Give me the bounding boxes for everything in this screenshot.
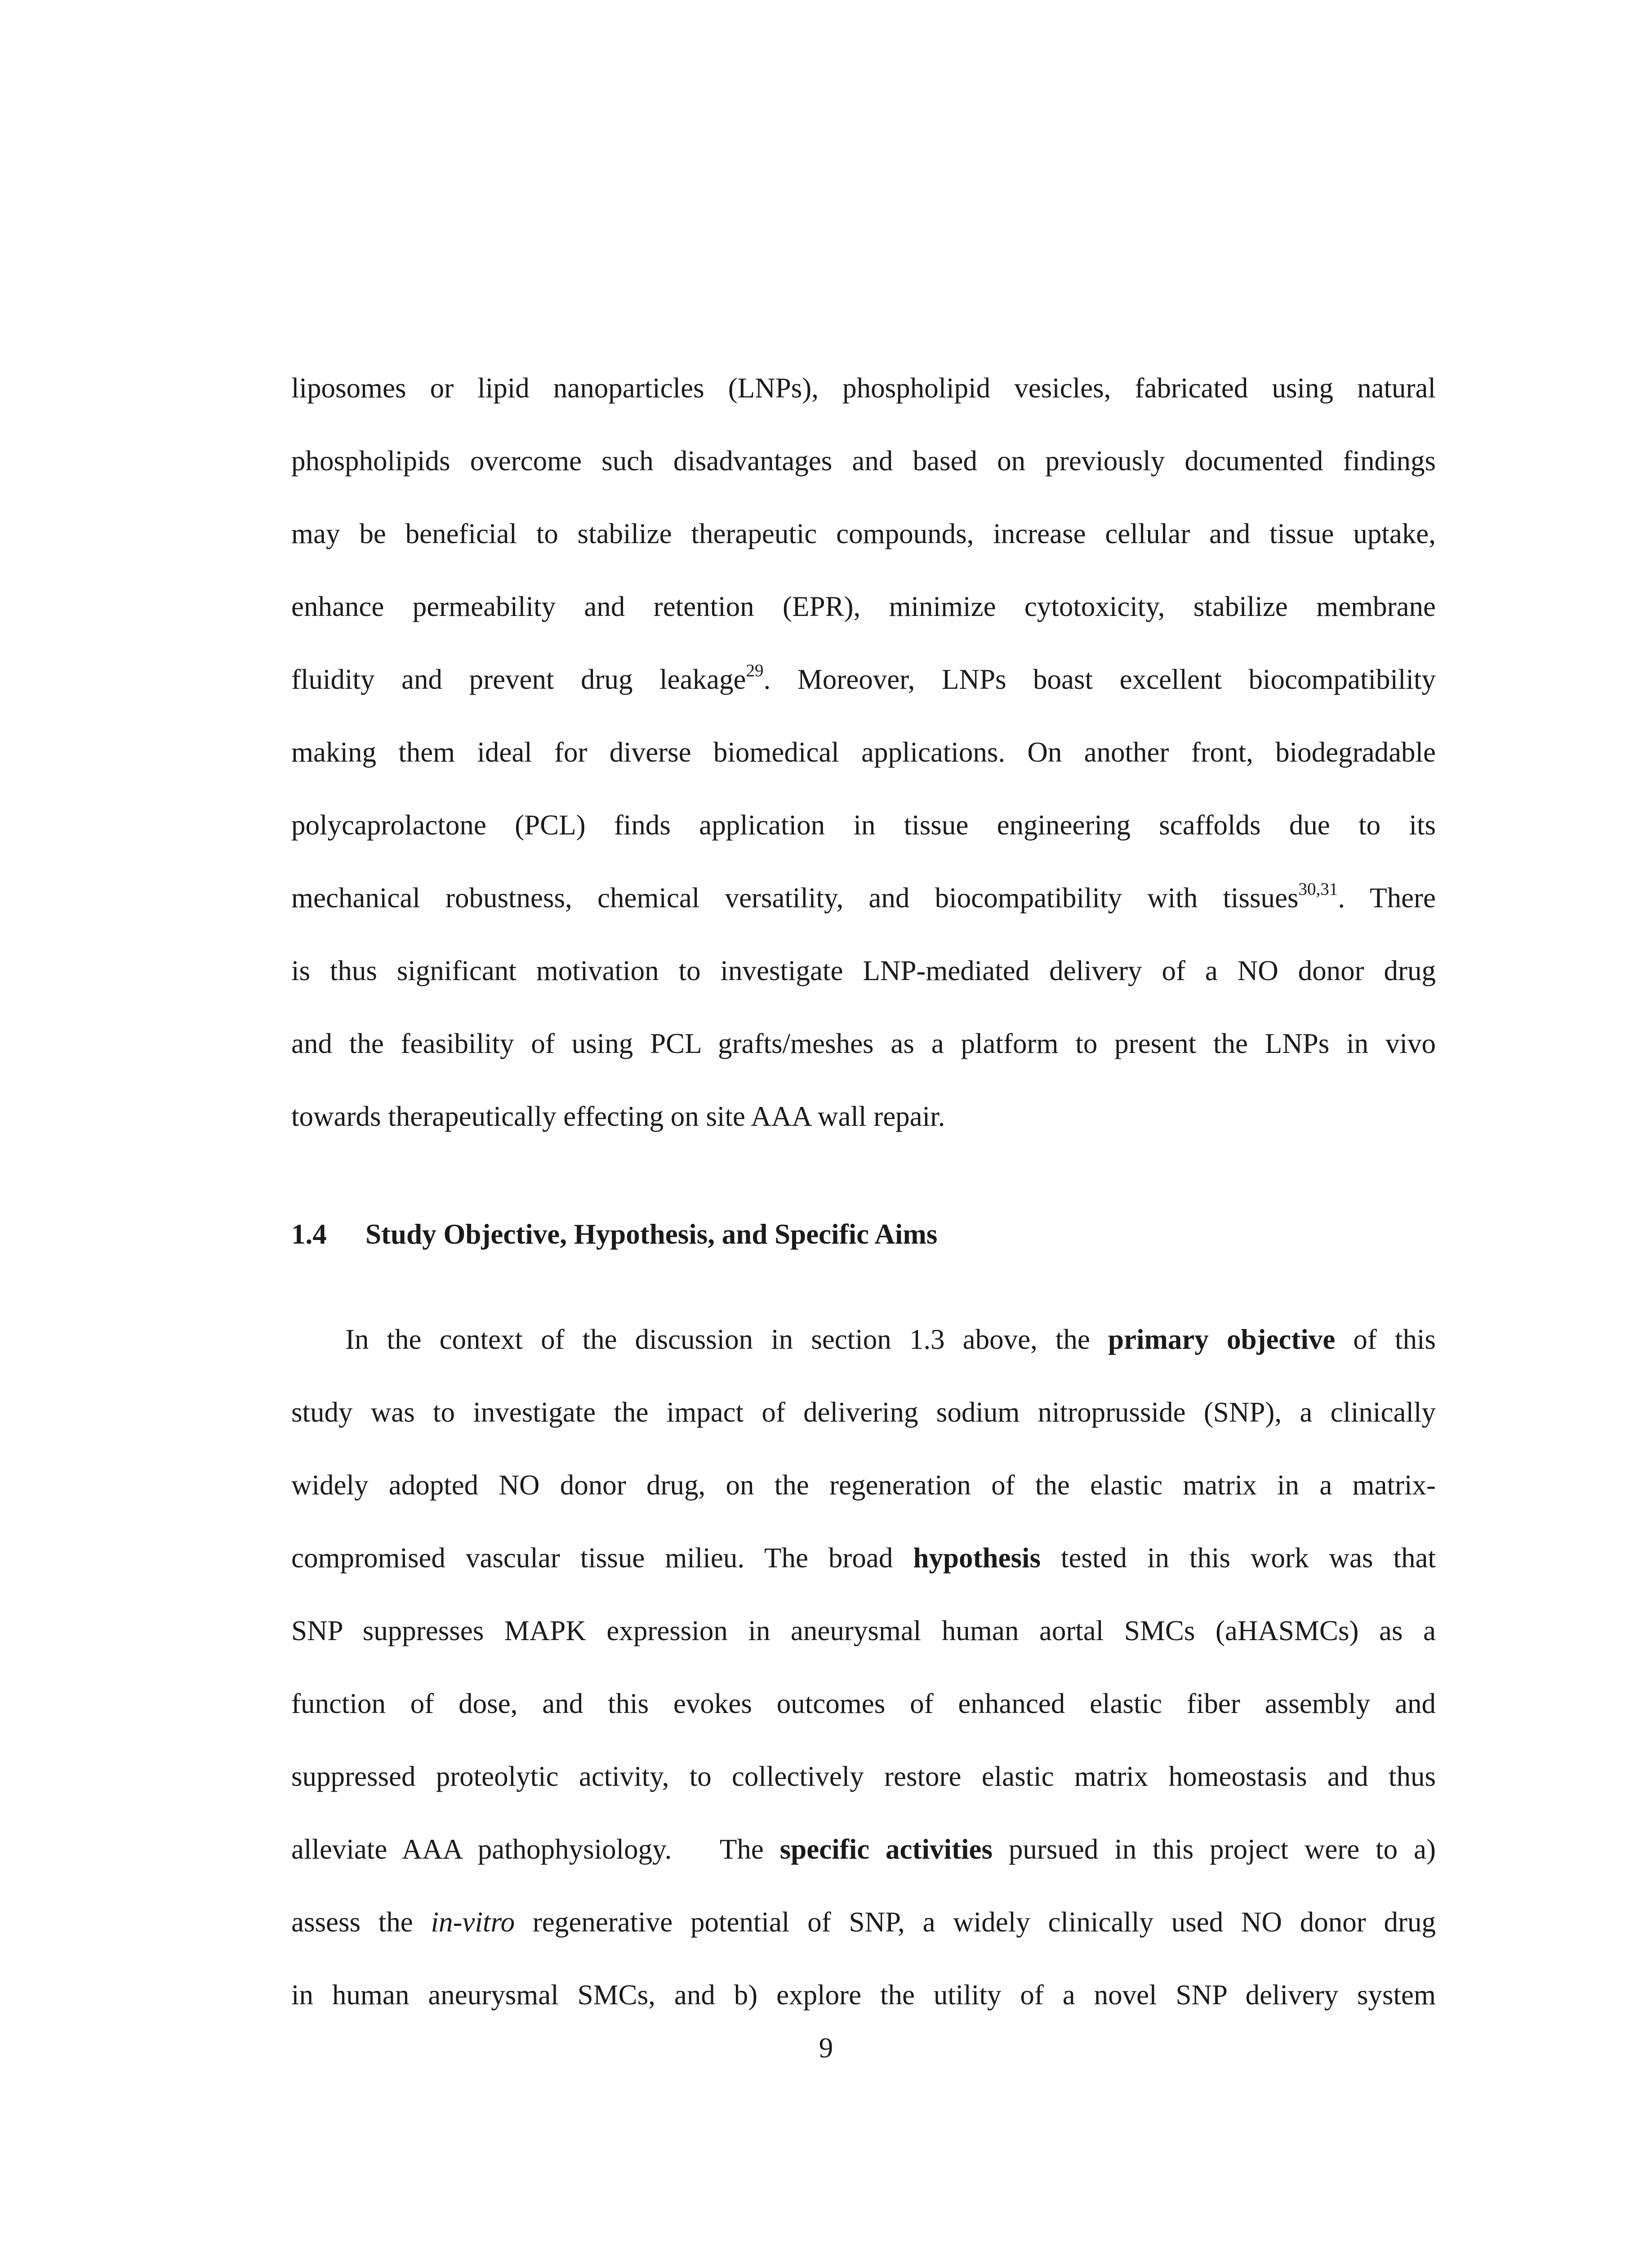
text-line: SNP suppresses MAPK expression in aneurysmal human aortal SMCs (aHASMCs) as a	[291, 1615, 1436, 1646]
section-heading	[291, 1218, 937, 1250]
bold-term: primary objective	[1108, 1324, 1336, 1355]
text-line: study was to investigate the impact of delivering sodium nitroprusside (SNP), a clinically	[291, 1396, 1436, 1428]
text-line: mechanical robustness, chemical versatility, and biocompatibility with tissues$^{30,31}$. There	[291, 879, 1436, 914]
section-title: Study Objective, Hypothesis, and Specific Aims	[365, 1218, 938, 1250]
text-line: alleviate AAA pathophysiology. The specific activities pursued in this project were to a)	[291, 1833, 1436, 1865]
text-line: in human aneurysmal SMCs, and b) explore the utility of a novel SNP delivery system	[291, 1979, 1436, 2011]
bold-term: specific activities	[779, 1833, 993, 1865]
text-line: widely adopted NO donor drug, on the regeneration of the elastic matrix in a matrix-	[291, 1469, 1436, 1501]
text-line: assess the in-vitro regenerative potential of SNP, a widely clinically used NO donor drug	[291, 1906, 1436, 1938]
text-line: towards therapeutically effecting on site AAA wall repair.	[291, 1101, 945, 1132]
text-line: function of dose, and this evokes outcomes of enhanced elastic fiber assembly and	[291, 1688, 1436, 1719]
text-line: suppressed proteolytic activity, to collectively restore elastic matrix homeostasis and thus	[291, 1761, 1436, 1792]
text-line: In the context of the discussion in section 1.3 above, the primary objective of this	[345, 1324, 1436, 1355]
citation-superscript: 29	[746, 661, 764, 680]
text-line: is thus significant motivation to investigate LNP-mediated delivery of a NO donor drug	[291, 955, 1436, 986]
text-line: and the feasibility of using PCL grafts/meshes as a platform to present the LNPs in vivo	[291, 1028, 1436, 1059]
page-number: 9	[819, 2032, 833, 2064]
text-line: polycaprolactone (PCL) finds application in tissue engineering scaffolds due to its	[291, 809, 1436, 841]
text-line: fluidity and prevent drug leakage$^{29}$. Moreover, LNPs boast excellent biocompatibility	[291, 661, 1436, 695]
text-line: phospholipids overcome such disadvantages and based on previously documented findings	[291, 445, 1436, 477]
section-number: 1.4	[291, 1218, 327, 1250]
text-line: making them ideal for diverse biomedical applications. On another front, biodegradable	[291, 736, 1436, 768]
text-line: enhance permeability and retention (EPR), minimize cytotoxicity, stabilize membrane	[291, 591, 1436, 622]
italic-term: in-vitro	[431, 1906, 515, 1938]
text-line: liposomes or lipid nanoparticles (LNPs), phospholipid vesicles, fabricated using natural	[291, 372, 1436, 404]
bold-term: hypothesis	[913, 1542, 1041, 1574]
citation-superscript: 30,31	[1298, 879, 1338, 899]
text-line: compromised vascular tissue milieu. The broad hypothesis tested in this work was that	[291, 1542, 1436, 1574]
text-line: may be beneficial to stabilize therapeutic compounds, increase cellular and tissue uptake,	[291, 518, 1436, 549]
